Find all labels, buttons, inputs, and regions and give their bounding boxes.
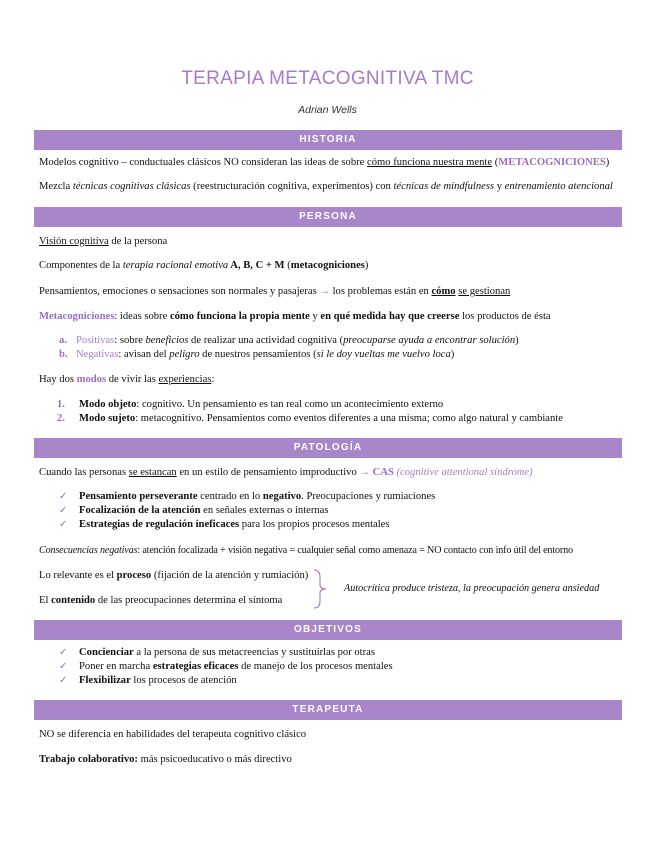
list-item-modo-sujeto: 2. Modo sujeto: metacognitivo. Pensamientos como eventos diferentes a una misma; como algo natural y cambiante (57, 413, 563, 424)
section-header-patologia: PATOLOGÍA (34, 438, 622, 458)
document-title: TERAPIA METACOGNITIVA TMC (181, 68, 474, 89)
check-item-estrategias: ✓ Poner en marcha estrategias eficaces de manejo de los procesos mentales (59, 661, 393, 672)
check-item-concienciar: ✓ Concienciar a la persona de sus metacreencias y sustituirlas por otras (59, 647, 375, 658)
check-icon: ✓ (59, 491, 68, 502)
check-icon: ✓ (59, 661, 68, 672)
persona-line-5: Hay dos modos de vivir las experiencias: (39, 374, 215, 385)
section-header-objetivos: OBJETIVOS (34, 620, 622, 640)
patologia-line-2: Consecuencias negativas: atención focalizada + visión negativa = cualquier señal como amenaza = NO contacto con info útil del entorno (39, 545, 573, 556)
check-item-3: ✓ Estrategias de regulación ineficaces para los propios procesos mentales (59, 519, 390, 530)
list-item-modo-objeto: 1. Modo objeto: cognitivo. Un pensamiento es tan real como un acontecimiento externo (57, 399, 444, 410)
patologia-line-3: Lo relevante es el proceso (fijación de la atención y rumiación) (39, 570, 309, 581)
arrow-right-icon: → (359, 467, 371, 478)
document-author: Adrian Wells (298, 104, 357, 116)
persona-line-4: Metacogniciones: ideas sobre cómo funciona la propia mente y en qué medida hay que creerse los productos de ésta (39, 311, 551, 322)
check-icon: ✓ (59, 505, 68, 516)
arrow-right-icon: → (319, 286, 330, 297)
persona-line-2: Componentes de la terapia racional emotiva A, B, C + M (metacogniciones) (39, 260, 369, 271)
right-brace-icon (312, 569, 332, 609)
check-item-1: ✓ Pensamiento perseverante centrado en lo negativo. Preocupaciones y rumiaciones (59, 491, 436, 502)
section-header-historia: HISTORIA (34, 130, 622, 150)
check-item-2: ✓ Focalización de la atención en señales externas o internas (59, 505, 329, 516)
check-item-flexibilizar: ✓ Flexibilizar los procesos de atención (59, 675, 237, 686)
list-item-negativas: b. Negativas: avisan del peligro de nuestros pensamientos (si le doy vueltas me vuelvo loca) (59, 349, 455, 360)
historia-line-1: Modelos cognitivo – conductuales clásicos NO consideran las ideas de sobre cómo funciona nuestra mente (METACOGNICIONES) (39, 157, 610, 168)
brace-note: Autocrítica produce tristeza, la preocupación genera ansiedad (344, 583, 600, 594)
check-icon: ✓ (59, 647, 68, 658)
persona-line-1: Visión cognitiva de la persona (39, 236, 168, 247)
terapeuta-line-1: NO se diferencia en habilidades del terapeuta cognitivo clásico (39, 729, 307, 740)
terapeuta-line-2: Trabajo colaborativo: más psicoeducativo o más directivo (39, 754, 292, 765)
check-icon: ✓ (59, 675, 68, 686)
check-icon: ✓ (59, 519, 68, 530)
section-header-terapeuta: TERAPEUTA (34, 700, 622, 720)
patologia-line-4: El contenido de las preocupaciones determina el síntoma (39, 595, 283, 606)
section-header-persona: PERSONA (34, 207, 622, 227)
patologia-line-1: Cuando las personas se estancan en un estilo de pensamiento improductivo → CAS (cognitive attentional síndrome) (39, 467, 533, 478)
list-item-positivas: a. Positivas: sobre beneficios de realizar una actividad cognitiva (preocuparse ayuda a encontrar solución) (59, 335, 519, 346)
persona-line-3: Pensamientos, emociones o sensaciones son normales y pasajeras → los problemas están en cómo se gestionan (39, 286, 511, 297)
historia-line-2: Mezcla técnicas cognitivas clásicas (reestructuración cognitiva, experimentos) con técnicas de mindfulness y entrenamiento atencional (39, 181, 613, 192)
